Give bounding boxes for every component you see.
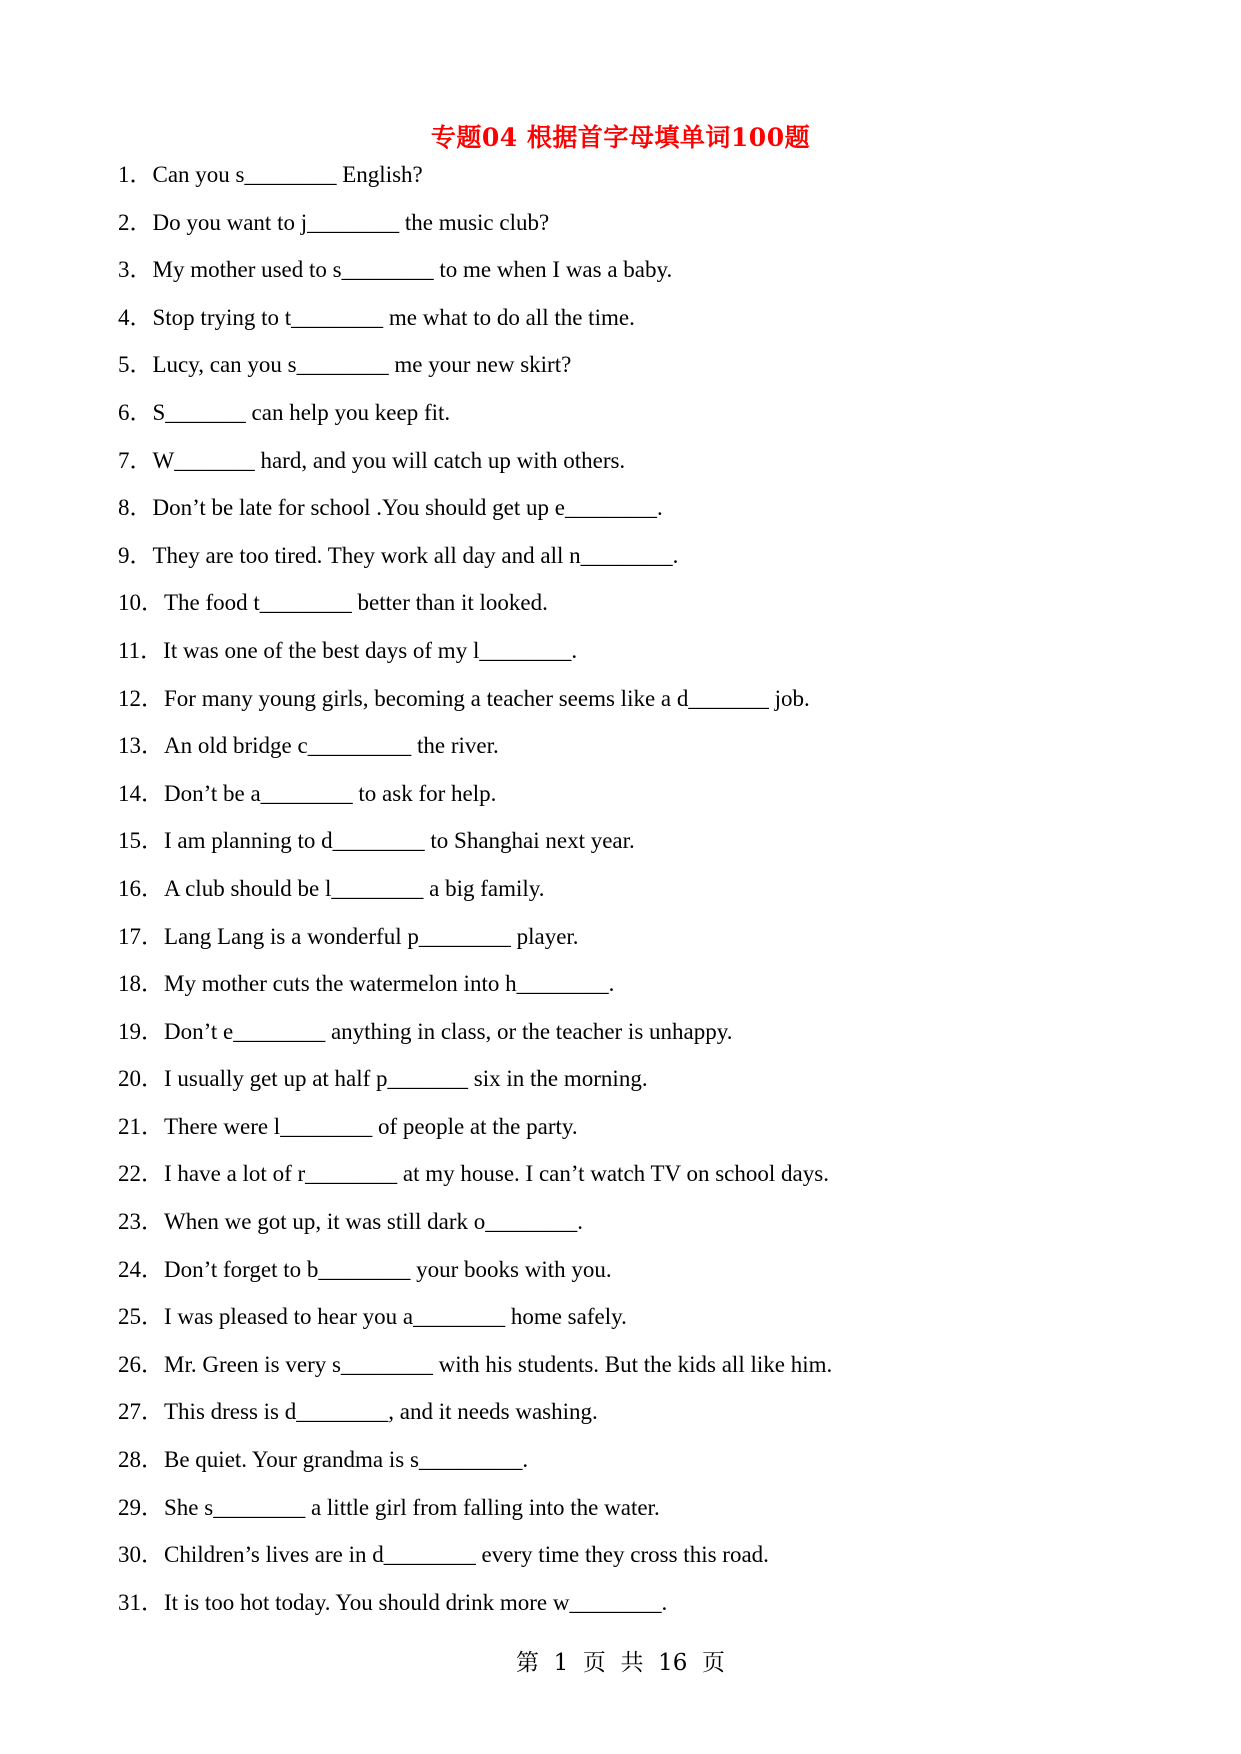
question-text: Stop trying to t________ me what to do all the time. xyxy=(152,304,635,330)
question-item xyxy=(118,1353,832,1401)
question-text: A club should be l________ a big family. xyxy=(164,875,545,901)
question-text: It was one of the best days of my l________. xyxy=(163,637,578,663)
question-item xyxy=(118,972,832,1020)
question-text: Don’t forget to b________ your books with you. xyxy=(164,1256,612,1282)
page-footer: 第 1 页 共 16 页 xyxy=(515,1650,725,1676)
question-item xyxy=(118,1400,832,1448)
question-text: She s________ a little girl from falling into the water. xyxy=(164,1494,660,1520)
question-item xyxy=(118,353,832,401)
question-number: 10． xyxy=(118,590,164,616)
question-number: 13． xyxy=(118,733,164,759)
question-text: Don’t e________ anything in class, or the teacher is unhappy. xyxy=(164,1018,733,1044)
question-number: 24． xyxy=(118,1256,164,1282)
question-text: My mother cuts the watermelon into h________. xyxy=(164,971,615,997)
question-number: 12． xyxy=(118,685,164,711)
question-item xyxy=(118,591,832,639)
question-text: Don’t be a________ to ask for help. xyxy=(164,780,497,806)
question-text: Mr. Green is very s________ with his students. But the kids all like him. xyxy=(164,1351,833,1377)
question-item xyxy=(118,687,832,735)
question-number: 15． xyxy=(118,828,164,854)
question-item xyxy=(118,1210,832,1258)
question-number: 5． xyxy=(118,352,153,378)
question-item xyxy=(118,1020,832,1068)
question-item xyxy=(118,449,832,497)
question-item xyxy=(118,1067,832,1115)
question-number: 21． xyxy=(118,1113,164,1139)
question-text: I have a lot of r________ at my house. I can’t watch TV on school days. xyxy=(164,1161,829,1187)
question-item xyxy=(118,1305,832,1353)
question-text: Can you s________ English? xyxy=(152,162,423,187)
question-number: 20． xyxy=(118,1066,164,1092)
question-text: Children’s lives are in d________ every time they cross this road. xyxy=(164,1542,769,1568)
question-number: 30． xyxy=(118,1542,164,1568)
question-number: 2． xyxy=(118,209,153,235)
question-number: 26． xyxy=(118,1351,164,1377)
question-number: 7． xyxy=(118,447,153,473)
question-item xyxy=(118,1115,832,1163)
question-item xyxy=(118,544,832,592)
question-item xyxy=(118,1496,832,1544)
page-title: 专题04 根据首字母填单词100题 xyxy=(430,123,811,152)
question-item xyxy=(118,211,832,259)
question-item xyxy=(118,829,832,877)
question-text: An old bridge c_________ the river. xyxy=(164,733,499,759)
question-item xyxy=(118,496,832,544)
question-number: 3． xyxy=(118,257,153,283)
question-item xyxy=(118,1543,832,1591)
question-number: 31． xyxy=(118,1589,164,1615)
question-number: 4． xyxy=(118,304,153,330)
question-text: They are too tired. They work all day and all n________. xyxy=(152,542,679,568)
question-text: My mother used to s________ to me when I was a baby. xyxy=(152,257,673,283)
question-item xyxy=(118,639,832,687)
question-item xyxy=(118,401,832,449)
question-text: I usually get up at half p_______ six in the morning. xyxy=(164,1066,648,1092)
question-text: W_______ hard, and you will catch up with others. xyxy=(152,447,626,473)
question-number: 14． xyxy=(118,780,164,806)
question-text: When we got up, it was still dark o________. xyxy=(164,1209,584,1235)
question-number: 19． xyxy=(118,1018,164,1044)
question-text: Don’t be late for school .You should get up e________. xyxy=(152,495,663,521)
question-item xyxy=(118,163,832,211)
question-item xyxy=(118,1162,832,1210)
question-text: The food t________ better than it looked. xyxy=(164,590,548,616)
question-number: 8． xyxy=(118,495,153,521)
question-text: Do you want to j________ the music club? xyxy=(152,209,550,235)
question-text: I am planning to d________ to Shanghai next year. xyxy=(164,828,635,854)
question-number: 1． xyxy=(118,162,153,187)
question-number: 25． xyxy=(118,1304,164,1330)
question-number: 16． xyxy=(118,875,164,901)
question-list xyxy=(118,163,832,1638)
question-number: 9． xyxy=(118,542,153,568)
question-text: S_______ can help you keep fit. xyxy=(152,399,451,425)
question-item xyxy=(118,258,832,306)
question-text: This dress is d________, and it needs washing. xyxy=(164,1399,598,1425)
question-item xyxy=(118,1258,832,1306)
question-text: It is too hot today. You should drink more w________. xyxy=(164,1589,668,1615)
question-text: Lucy, can you s________ me your new skirt? xyxy=(152,352,572,378)
question-number: 27． xyxy=(118,1399,164,1425)
question-number: 23． xyxy=(118,1209,164,1235)
question-number: 22． xyxy=(118,1161,164,1187)
question-item xyxy=(118,782,832,830)
question-number: 28． xyxy=(118,1447,164,1473)
question-text: Be quiet. Your grandma is s_________. xyxy=(164,1447,529,1473)
question-text: I was pleased to hear you a________ home safely. xyxy=(164,1304,627,1330)
question-item xyxy=(118,306,832,354)
question-text: There were l________ of people at the party. xyxy=(164,1113,578,1139)
question-number: 29． xyxy=(118,1494,164,1520)
question-item xyxy=(118,734,832,782)
question-number: 11． xyxy=(118,637,164,663)
question-number: 18． xyxy=(118,971,164,997)
question-number: 17． xyxy=(118,923,164,949)
question-text: For many young girls, becoming a teacher seems like a d_______ job. xyxy=(164,685,810,711)
question-item xyxy=(118,1448,832,1496)
question-item xyxy=(118,925,832,973)
question-item xyxy=(118,1591,832,1639)
question-text: Lang Lang is a wonderful p________ player. xyxy=(164,923,579,949)
question-item xyxy=(118,877,832,925)
question-number: 6． xyxy=(118,399,153,425)
